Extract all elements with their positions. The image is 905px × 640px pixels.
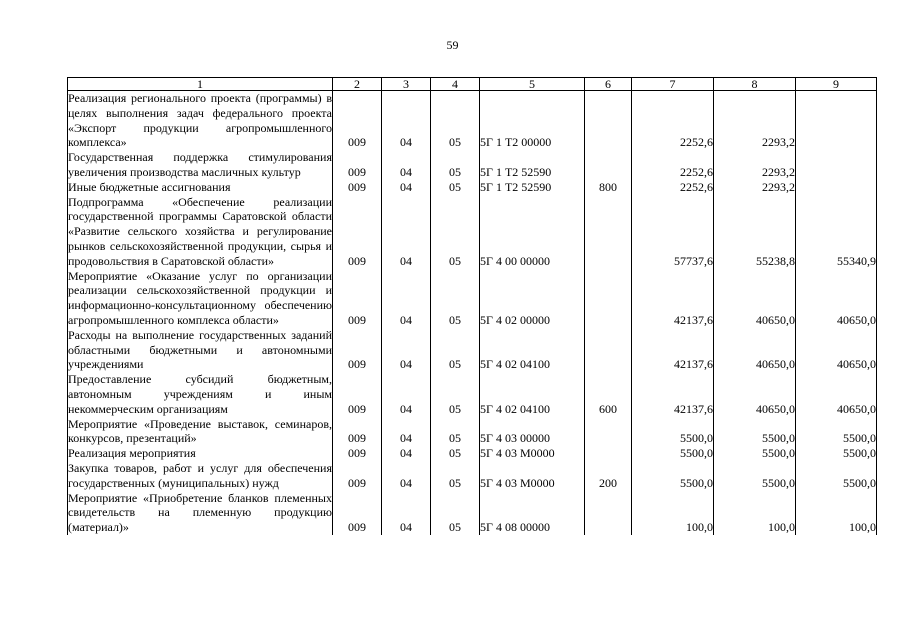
row-subsection: 05 [431,372,480,416]
row-target-article: 5Г 4 02 00000 [480,269,585,328]
row-section: 04 [382,417,431,447]
col-header-6: 6 [585,78,632,91]
row-amount-3: 40650,0 [796,269,877,328]
col-header-9: 9 [796,78,877,91]
col-header-1: 1 [68,78,333,91]
row-amount-3: 40650,0 [796,328,877,372]
row-target-article: 5Г 4 02 04100 [480,328,585,372]
row-subsection: 05 [431,180,480,195]
table-row [68,180,877,195]
col-header-2: 2 [333,78,382,91]
row-target-article: 5Г 4 02 04100 [480,372,585,416]
row-subsection: 05 [431,269,480,328]
row-name: Предоставление субсидий бюджетным, автономным учреждениям и иным некоммерческим организациям [68,372,332,416]
row-name: Реализация регионального проекта (программы) в целях выполнения задач федерального проекта «Экспорт продукции агропромышленного комплекса» [68,91,332,150]
row-amount-3 [796,150,877,180]
table-row [68,461,877,491]
row-expense-type [585,417,632,447]
row-amount-2: 2293,2 [714,180,796,195]
row-amount-2: 55238,8 [714,195,796,269]
row-subsection: 05 [431,461,480,491]
row-name: Закупка товаров, работ и услуг для обеспечения государственных (муниципальных) нужд [68,460,332,490]
row-amount-1: 2252,6 [632,180,714,195]
header-row [68,78,877,91]
row-amount-3: 100,0 [796,491,877,535]
row-amount-3 [796,180,877,195]
row-amount-1: 5500,0 [632,446,714,461]
row-target-article: 5Г 1 Т2 00000 [480,91,585,151]
row-amount-1: 100,0 [632,491,714,535]
table-row [68,446,877,461]
table-row [68,150,877,180]
row-ministry-code: 009 [333,195,382,269]
row-amount-2: 40650,0 [714,269,796,328]
row-name: Подпрограмма «Обеспечение реализации государственной программы Саратовской области «Развитие сельского хозяйства и регулирование рынков сельскохозяйственной продукции, сырья и продовольствия в Саратовской области» [68,194,332,268]
row-amount-2: 5500,0 [714,461,796,491]
row-ministry-code: 009 [333,91,382,151]
table-row [68,372,877,416]
row-amount-2: 2293,2 [714,150,796,180]
row-expense-type [585,328,632,372]
row-expense-type: 800 [585,180,632,195]
row-ministry-code: 009 [333,372,382,416]
col-header-7: 7 [632,78,714,91]
row-ministry-code: 009 [333,269,382,328]
row-name: Мероприятие «Проведение выставок, семинаров, конкурсов, презентаций» [68,416,332,446]
row-amount-1: 42137,6 [632,372,714,416]
row-subsection: 05 [431,446,480,461]
row-ministry-code: 009 [333,446,382,461]
row-amount-3: 5500,0 [796,461,877,491]
col-header-8: 8 [714,78,796,91]
row-amount-2: 5500,0 [714,446,796,461]
row-target-article: 5Г 4 03 М0000 [480,461,585,491]
row-name: Мероприятие «Оказание услуг по организации реализации сельскохозяйственной продукции и информационно-консультационному обеспечению агропромышленного комплекса области» [68,268,332,327]
row-section: 04 [382,91,431,151]
row-name: Мероприятие «Приобретение бланков племенных свидетельств на племенную продукцию (материал)» [68,490,332,535]
row-ministry-code: 009 [333,180,382,195]
row-target-article: 5Г 4 03 00000 [480,417,585,447]
row-expense-type: 600 [585,372,632,416]
row-expense-type [585,269,632,328]
budget-table [67,77,877,535]
page-number: 59 [446,38,459,52]
row-target-article: 5Г 4 08 00000 [480,491,585,535]
row-amount-2: 40650,0 [714,328,796,372]
row-section: 04 [382,491,431,535]
table-row [68,491,877,535]
row-amount-1: 2252,6 [632,150,714,180]
row-amount-3 [796,91,877,151]
row-section: 04 [382,372,431,416]
row-target-article: 5Г 4 00 00000 [480,195,585,269]
row-ministry-code: 009 [333,417,382,447]
row-expense-type [585,446,632,461]
row-amount-1: 57737,6 [632,195,714,269]
row-subsection: 05 [431,491,480,535]
row-ministry-code: 009 [333,150,382,180]
row-name: Расходы на выполнение государственных заданий областными бюджетными и автономными учреждениями [68,327,332,372]
row-section: 04 [382,180,431,195]
row-ministry-code: 009 [333,461,382,491]
row-name: Иные бюджетные ассигнования [68,180,333,195]
row-subsection: 05 [431,91,480,151]
row-subsection: 05 [431,195,480,269]
row-amount-3: 55340,9 [796,195,877,269]
row-expense-type: 200 [585,461,632,491]
row-amount-3: 5500,0 [796,417,877,447]
table-row [68,195,877,269]
row-amount-1: 42137,6 [632,269,714,328]
row-amount-3: 40650,0 [796,372,877,416]
row-section: 04 [382,195,431,269]
row-expense-type [585,195,632,269]
row-target-article: 5Г 1 Т2 52590 [480,150,585,180]
row-section: 04 [382,269,431,328]
row-amount-2: 2293,2 [714,91,796,151]
row-ministry-code: 009 [333,491,382,535]
row-expense-type [585,150,632,180]
table-row [68,328,877,372]
row-section: 04 [382,328,431,372]
row-section: 04 [382,150,431,180]
row-expense-type [585,91,632,151]
row-subsection: 05 [431,328,480,372]
row-amount-1: 5500,0 [632,461,714,491]
col-header-5: 5 [480,78,585,91]
table-row [68,269,877,328]
col-header-3: 3 [382,78,431,91]
row-expense-type [585,491,632,535]
row-amount-1: 2252,6 [632,91,714,151]
col-header-4: 4 [431,78,480,91]
row-name: Реализация мероприятия [68,446,333,461]
row-amount-3: 5500,0 [796,446,877,461]
table-row [68,417,877,447]
row-ministry-code: 009 [333,328,382,372]
row-amount-2: 100,0 [714,491,796,535]
row-subsection: 05 [431,150,480,180]
row-name: Государственная поддержка стимулирования увеличения производства масличных культур [68,150,332,179]
row-section: 04 [382,461,431,491]
row-target-article: 5Г 4 03 М0000 [480,446,585,461]
table-row [68,91,877,151]
row-target-article: 5Г 1 Т2 52590 [480,180,585,195]
row-amount-2: 5500,0 [714,417,796,447]
row-subsection: 05 [431,417,480,447]
row-amount-2: 40650,0 [714,372,796,416]
row-amount-1: 5500,0 [632,417,714,447]
row-section: 04 [382,446,431,461]
row-amount-1: 42137,6 [632,328,714,372]
